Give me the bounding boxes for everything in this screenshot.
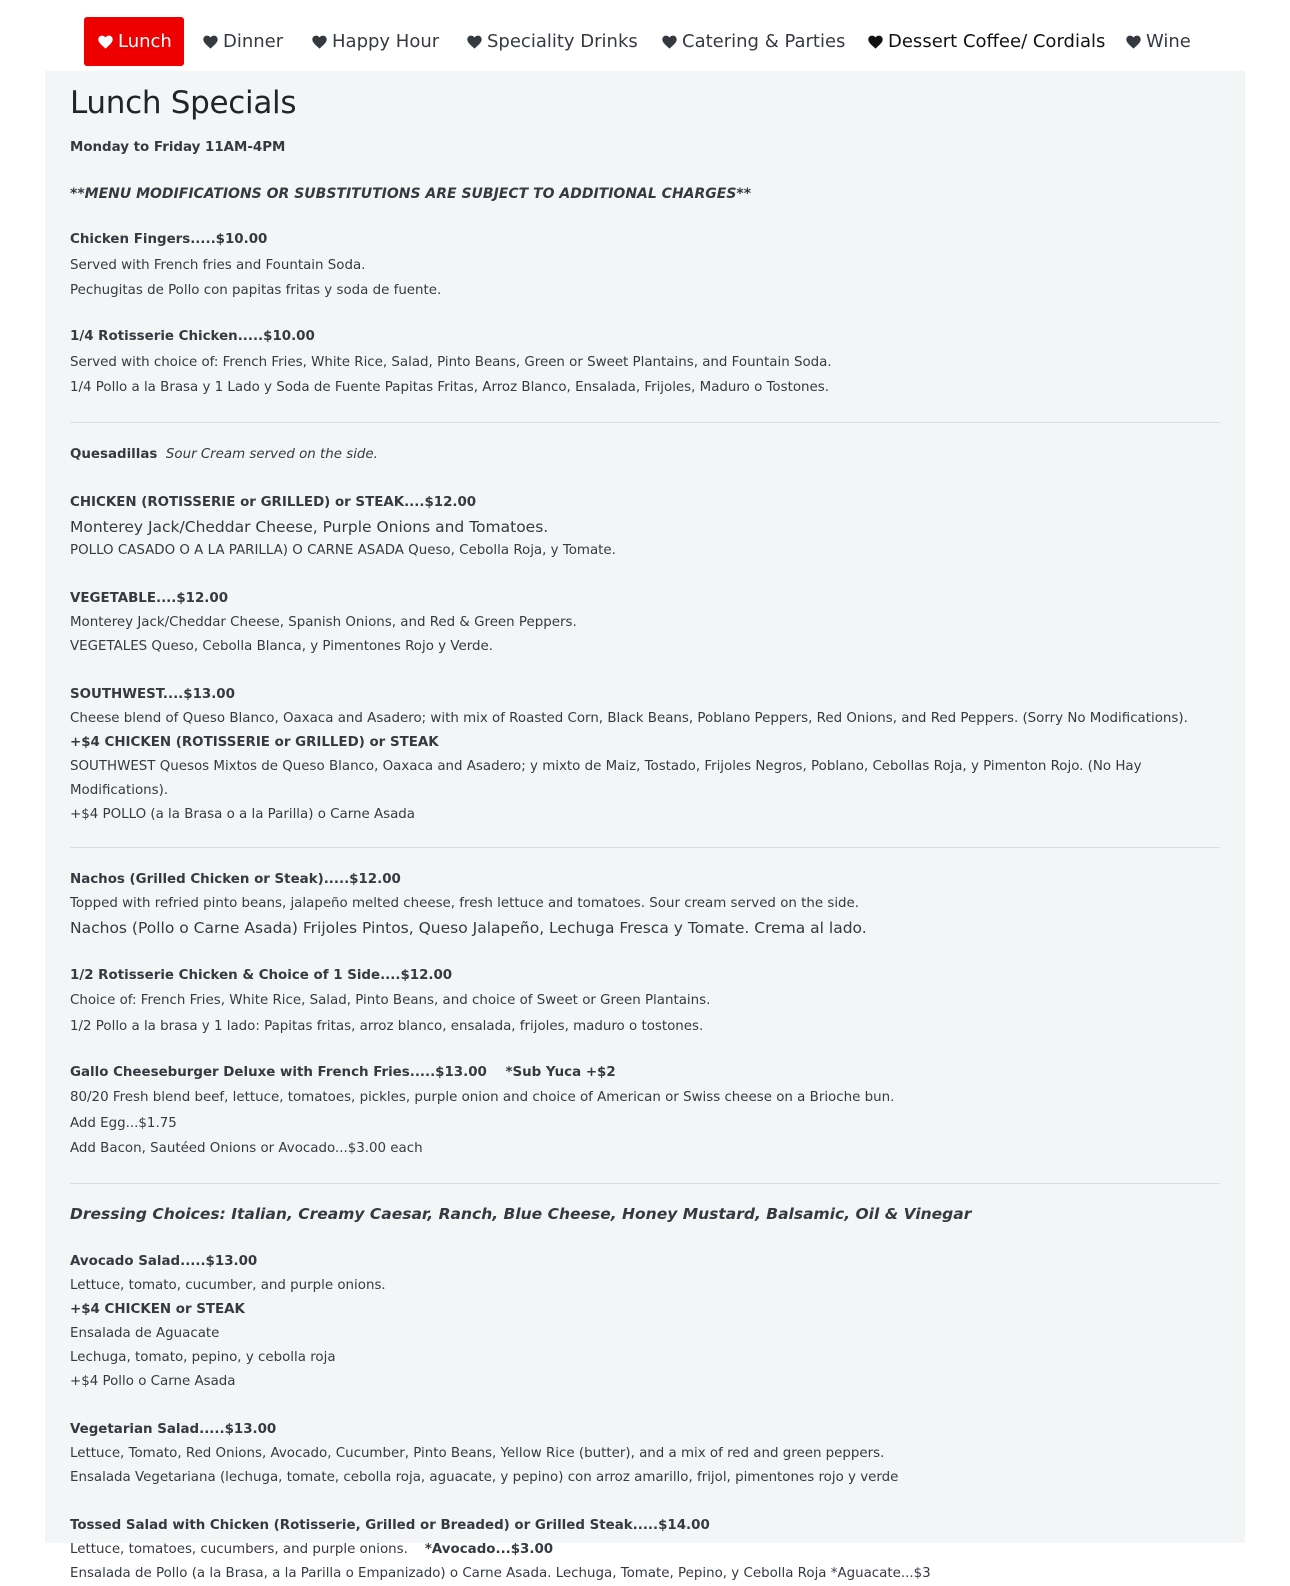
item-description-es: Pechugitas de Pollo con papitas fritas y soda de fuente. — [70, 283, 442, 298]
item-name: Avocado Salad.....$13.00 — [70, 1254, 258, 1269]
item-description: Topped with refried pinto beans, jalapeño melted cheese, fresh lettuce and tomatoes. Sour cream served on the side. — [70, 896, 860, 911]
item-name: 1/2 Rotisserie Chicken & Choice of 1 Side....$12.00 — [70, 968, 453, 983]
tab-label: Dinner — [223, 31, 284, 52]
item-description-es: Nachos (Pollo o Carne Asada) Frijoles Pintos, Queso Jalapeño, Lechuga Fresca y Tomate. Crema al lado. — [70, 919, 867, 937]
item-name: SOUTHWEST....$13.00 — [70, 687, 235, 702]
heart-icon — [1126, 35, 1141, 49]
item-description: Choice of: French Fries, White Rice, Salad, Pinto Beans, and choice of Sweet or Green Plantains. — [70, 993, 711, 1008]
item-description: Monterey Jack/Cheddar Cheese, Purple Onions and Tomatoes. — [70, 518, 549, 536]
heart-icon — [98, 35, 113, 49]
tab-label: Wine — [1146, 31, 1191, 52]
item-description: Cheese blend of Queso Blanco, Oaxaca and Asadero; with mix of Roasted Corn, Black Beans, Poblano Peppers, Red Onions, and Red Peppers. (Sorry No Modifications). — [70, 711, 1188, 726]
item-addon-es: +$4 POLLO (a la Brasa o a la Parilla) o Carne Asada — [70, 807, 416, 822]
item-name: 1/4 Rotisserie Chicken.....$10.00 — [70, 329, 315, 344]
tab-dinner[interactable] — [203, 17, 283, 66]
heart-icon — [662, 35, 677, 49]
item-description: Lettuce, tomato, cucumber, and purple onions. — [70, 1278, 386, 1293]
cheeseburger-heading — [70, 1061, 1220, 1085]
hours-text: Monday to Friday 11AM-4PM — [70, 140, 286, 155]
item-name: Nachos (Grilled Chicken or Steak).....$12.00 — [70, 872, 401, 887]
item-description: Lettuce, Tomato, Red Onions, Avocado, Cucumber, Pinto Beans, Yellow Rice (butter), and a mix of red and green peppers. — [70, 1446, 885, 1461]
page-title: Lunch Specials — [70, 85, 297, 121]
tab-label: Catering & Parties — [682, 31, 846, 52]
item-description-es: 1/4 Pollo a la Brasa y 1 Lado y Soda de Fuente Papitas Fritas, Arroz Blanco, Ensalada, Frijoles, Maduro o Tostones. — [70, 380, 829, 395]
dressing-choices: Dressing Choices: Italian, Creamy Caesar, Ranch, Blue Cheese, Honey Mustard, Balsamic, Oil & Vinegar — [70, 1205, 972, 1223]
item-description-es: SOUTHWEST Quesos Mixtos de Queso Blanco, Oaxaca and Asadero; y mixto de Maiz, Tostado, Frijoles Negros, Poblano, Cebollas Roja, y Pimenton Rojo. (No Hay Modifications). — [70, 759, 1142, 798]
item-description-es: VEGETALES Queso, Cebolla Blanca, y Pimentones Rojo y Verde. — [70, 639, 493, 654]
item-name: CHICKEN (ROTISSERIE or GRILLED) or STEAK....$12.00 — [70, 495, 477, 510]
item-name: Tossed Salad with Chicken (Rotisserie, Grilled or Breaded) or Grilled Steak.....$14.00 — [70, 1518, 710, 1533]
tossed-salad-description — [70, 1538, 1220, 1562]
item-description: Monterey Jack/Cheddar Cheese, Spanish Onions, and Red & Green Peppers. — [70, 615, 577, 630]
tab-wine[interactable] — [1126, 17, 1191, 66]
item-addon: Add Egg...$1.75 — [70, 1116, 177, 1131]
tab-lunch[interactable] — [84, 17, 184, 66]
item-description-es: 1/2 Pollo a la brasa y 1 lado: Papitas fritas, arroz blanco, ensalada, frijoles, maduro o tostones. — [70, 1019, 704, 1034]
item-name-es: Ensalada de Aguacate — [70, 1326, 220, 1341]
tab-label: Happy Hour — [332, 31, 440, 52]
item-addon: Add Bacon, Sautéed Onions or Avocado...$3.00 each — [70, 1141, 423, 1156]
heart-icon — [203, 35, 218, 49]
menu-panel — [45, 71, 1245, 1581]
heart-icon — [312, 35, 327, 49]
item-description-es: Lechuga, tomato, pepino, y cebolla roja — [70, 1350, 336, 1365]
item-description: Lettuce, tomatoes, cucumbers, and purple onions. — [70, 1542, 408, 1557]
item-description-es: Ensalada Vegetariana (lechuga, tomate, cebolla roja, aguacate, y pepino) con arroz amarillo, frijol, pimentones rojo y verde — [70, 1470, 899, 1485]
item-addon: +$4 CHICKEN or STEAK — [70, 1302, 245, 1317]
tab-dessert-coffee-cordials[interactable] — [868, 17, 1105, 66]
item-description: Served with French fries and Fountain Soda. — [70, 258, 366, 273]
item-name: Chicken Fingers.....$10.00 — [70, 232, 268, 247]
modifications-notice: **MENU MODIFICATIONS OR SUBSTITUTIONS ARE SUBJECT TO ADDITIONAL CHARGES** — [70, 186, 752, 202]
item-addon: +$4 CHICKEN (ROTISSERIE or GRILLED) or STEAK — [70, 735, 439, 750]
item-name: Gallo Cheeseburger Deluxe with French Fries.....$13.00 — [70, 1065, 487, 1080]
item-name: Quesadillas — [70, 447, 158, 462]
tab-speciality-drinks[interactable] — [467, 17, 638, 66]
item-name: Vegetarian Salad.....$13.00 — [70, 1422, 277, 1437]
tab-label: Dessert Coffee/ Cordials — [888, 31, 1106, 52]
tab-catering-parties[interactable] — [662, 17, 845, 66]
tab-label: Speciality Drinks — [487, 31, 638, 52]
item-note: Sour Cream served on the side. — [165, 447, 378, 462]
menu-category-nav — [0, 0, 1290, 71]
item-addon-es: +$4 Pollo o Carne Asada — [70, 1374, 236, 1389]
heart-icon — [467, 35, 482, 49]
quesadillas-heading — [70, 443, 1220, 467]
item-sub-option: *Sub Yuca +$2 — [505, 1065, 616, 1080]
heart-icon — [868, 35, 883, 49]
item-description: Served with choice of: French Fries, White Rice, Salad, Pinto Beans, Green or Sweet Plantains, and Fountain Soda. — [70, 355, 832, 370]
item-description-es: Ensalada de Pollo (a la Brasa, a la Parilla o Empanizado) o Carne Asada. Lechuga, Tomate, Pepino, y Cebolla Roja *Aguacate...$3 — [70, 1566, 931, 1581]
tab-happy-hour[interactable] — [312, 17, 439, 66]
tab-label: Lunch — [118, 31, 172, 52]
item-description: 80/20 Fresh blend beef, lettuce, tomatoes, pickles, purple onion and choice of American or Swiss cheese on a Brioche bun. — [70, 1090, 895, 1105]
item-addon: *Avocado...$3.00 — [424, 1542, 554, 1557]
item-description-es: POLLO CASADO O A LA PARILLA) O CARNE ASADA Queso, Cebolla Roja, y Tomate. — [70, 543, 616, 558]
item-name: VEGETABLE....$12.00 — [70, 591, 229, 606]
